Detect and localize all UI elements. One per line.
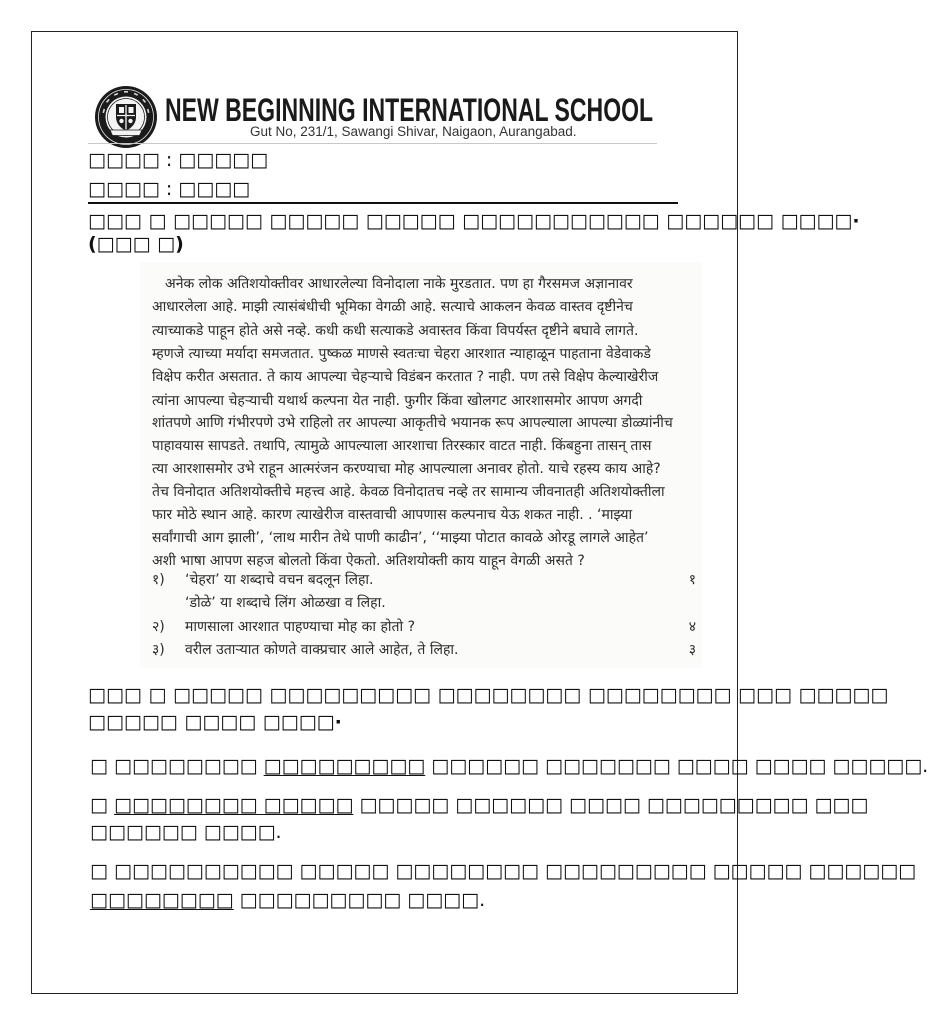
school-name: NEW BEGINNING INTERNATIONAL SCHOOL bbox=[165, 92, 654, 128]
passage-line: म्हणजे त्याच्या मर्यादा समजतात. पुष्कळ माणसे स्वतःचा चेहरा आरशात न्याहाळून पाहताना वेडेवाकडे bbox=[152, 346, 651, 362]
question-number: ३) bbox=[152, 642, 165, 658]
info-line: □□□□ : □□□□ bbox=[88, 178, 251, 200]
passage-scan bbox=[140, 262, 702, 668]
instruction-text: □ □□□□□□□□ bbox=[90, 755, 264, 777]
passage-line: पाहावयास सापडते. तथापि, त्यामुळे आपल्याला आरशाचा तिरस्कार वाटत नाही. किंबहुना तासन् तास bbox=[152, 438, 652, 454]
instruction-text: □□□□□□□□□ □□□□. bbox=[233, 889, 486, 911]
question-item bbox=[140, 616, 702, 638]
passage-line: आधारलेला आहे. माझी त्यासंबंधीची भूमिका वेगळी आहे. सत्याचे आकलन केवळ वास्तव दृष्टीनेच bbox=[152, 299, 633, 315]
passage-line: तेच विनोदात अतिशयोक्तीचे महत्त्व आहे. केवळ विनोदातच नव्हे तर सामान्य जीवनातही अतिशयोक्तीला bbox=[152, 484, 665, 500]
passage-line: त्या आरशासमोर उभे राहून आत्मरंजन करण्याचा मोह आपल्याला अनावर होतो. याचे रहस्य काय आहे? bbox=[152, 461, 661, 477]
underlined-phrase: □□□□□□□□ □□□□□ bbox=[114, 794, 354, 816]
info-line: □□□□ : □□□□□ bbox=[88, 149, 269, 171]
passage-line: सर्वांगाची आग झाली’, ‘लाथ मारीन तेथे पाणी काढीन’, ‘‘माझ्या पोटात कावळे ओरडू लागले आहेत’ bbox=[152, 530, 649, 546]
section-marks: (□□□ □) bbox=[88, 233, 184, 255]
school-address: Gut No, 231/1, Sawangi Shivar, Naigaon, Aurangabad. bbox=[250, 124, 577, 139]
question-number: २) bbox=[152, 619, 165, 635]
underlined-phrase: □□□□□□□□□ bbox=[263, 755, 426, 777]
instruction-item-continued bbox=[90, 888, 485, 912]
heading-divider bbox=[88, 202, 678, 204]
passage-line: अनेक लोक अतिशयोक्तीवर आधारलेल्या विनोदाला नाके मुरडतात. पण हा गैरसमज अज्ञानावर bbox=[165, 276, 633, 292]
instruction-text: □□□□□□ □□□□□□□ □□□□ □□□□ □□□□□. bbox=[425, 755, 928, 777]
underlined-phrase: □□□□□□□□ bbox=[90, 889, 234, 911]
passage-line: अशी भाषा आपण सहज बोलतो किंवा ऐकतो. अतिशयोक्ती काय याहून वेगळी असते ? bbox=[152, 553, 585, 569]
instruction-item-continued: □□□□□□ □□□□. bbox=[90, 821, 282, 843]
passage-line: शांतपणे आणि गंभीरपणे उभे राहिलो तर आपल्या आकृतीचे भयानक रूप आपल्याला आपल्या डोळ्यांनीच bbox=[152, 415, 673, 431]
instruction-item bbox=[90, 793, 868, 817]
header-divider bbox=[88, 143, 657, 144]
school-logo bbox=[94, 85, 158, 149]
question-text: ‘डोळे’ या शब्दाचे लिंग ओळखा व लिहा. bbox=[185, 595, 386, 611]
instruction-text: □ bbox=[90, 794, 114, 816]
question-text: ‘चेहरा’ या शब्दाचे वचन बदलून लिहा. bbox=[185, 572, 374, 588]
instruction-item bbox=[90, 754, 928, 778]
passage-line: फार मोठे स्थान आहे. कारण त्याखेरीज वास्तवाची आपणास कल्पनाच येऊ शकत नाही. . ‘माझ्या bbox=[152, 507, 633, 523]
section-heading: □□□□□ □□□□ □□□□· bbox=[88, 711, 342, 733]
passage-line: त्याच्याकडे पाहून होते असे नव्हे. कधी कधी सत्याकडे अवास्तव किंवा विपर्यस्त दृष्टीने बघावे लागते. bbox=[152, 323, 639, 339]
section-heading: □□□ □ □□□□□ □□□□□ □□□□□ □□□□□□□□□□□ □□□□□□ □□□□· bbox=[88, 210, 860, 232]
instruction-text: □□□□□ □□□□□□ □□□□ □□□□□□□□□ □□□ bbox=[353, 794, 869, 816]
passage-line: त्यांना आपल्या चेहऱ्याची यथार्थ कल्पना येत नाही. फुगीर किंवा खोलगट आरशासमोर आपण अगदी bbox=[152, 393, 643, 409]
section-heading: □□□ □ □□□□□ □□□□□□□□□ □□□□□□□□ □□□□□□□□ □□□ □□□□□ bbox=[88, 684, 889, 706]
question-marks: १ bbox=[688, 572, 696, 588]
question-marks: ४ bbox=[688, 619, 696, 635]
question-item bbox=[140, 592, 702, 614]
instruction-item: □ □□□□□□□□□□ □□□□□ □□□□□□□□ □□□□□□□□□ □□□□□ □□□□□□ bbox=[90, 860, 917, 882]
question-text: माणसाला आरशात पाहण्याचा मोह का होतो ? bbox=[185, 619, 416, 635]
question-number: १) bbox=[152, 572, 165, 588]
question-text: वरील उताऱ्यात कोणते वाक्प्रचार आले आहेत, ते लिहा. bbox=[185, 642, 459, 658]
question-item bbox=[140, 569, 702, 591]
question-marks: ३ bbox=[688, 642, 696, 658]
question-item bbox=[140, 639, 702, 661]
passage-line: विक्षेप करीत असतात. ते काय आपल्या चेहऱ्याचे विडंबन करतात ? नाही. पण तसे विक्षेप केल्याखेरीज bbox=[152, 369, 659, 385]
